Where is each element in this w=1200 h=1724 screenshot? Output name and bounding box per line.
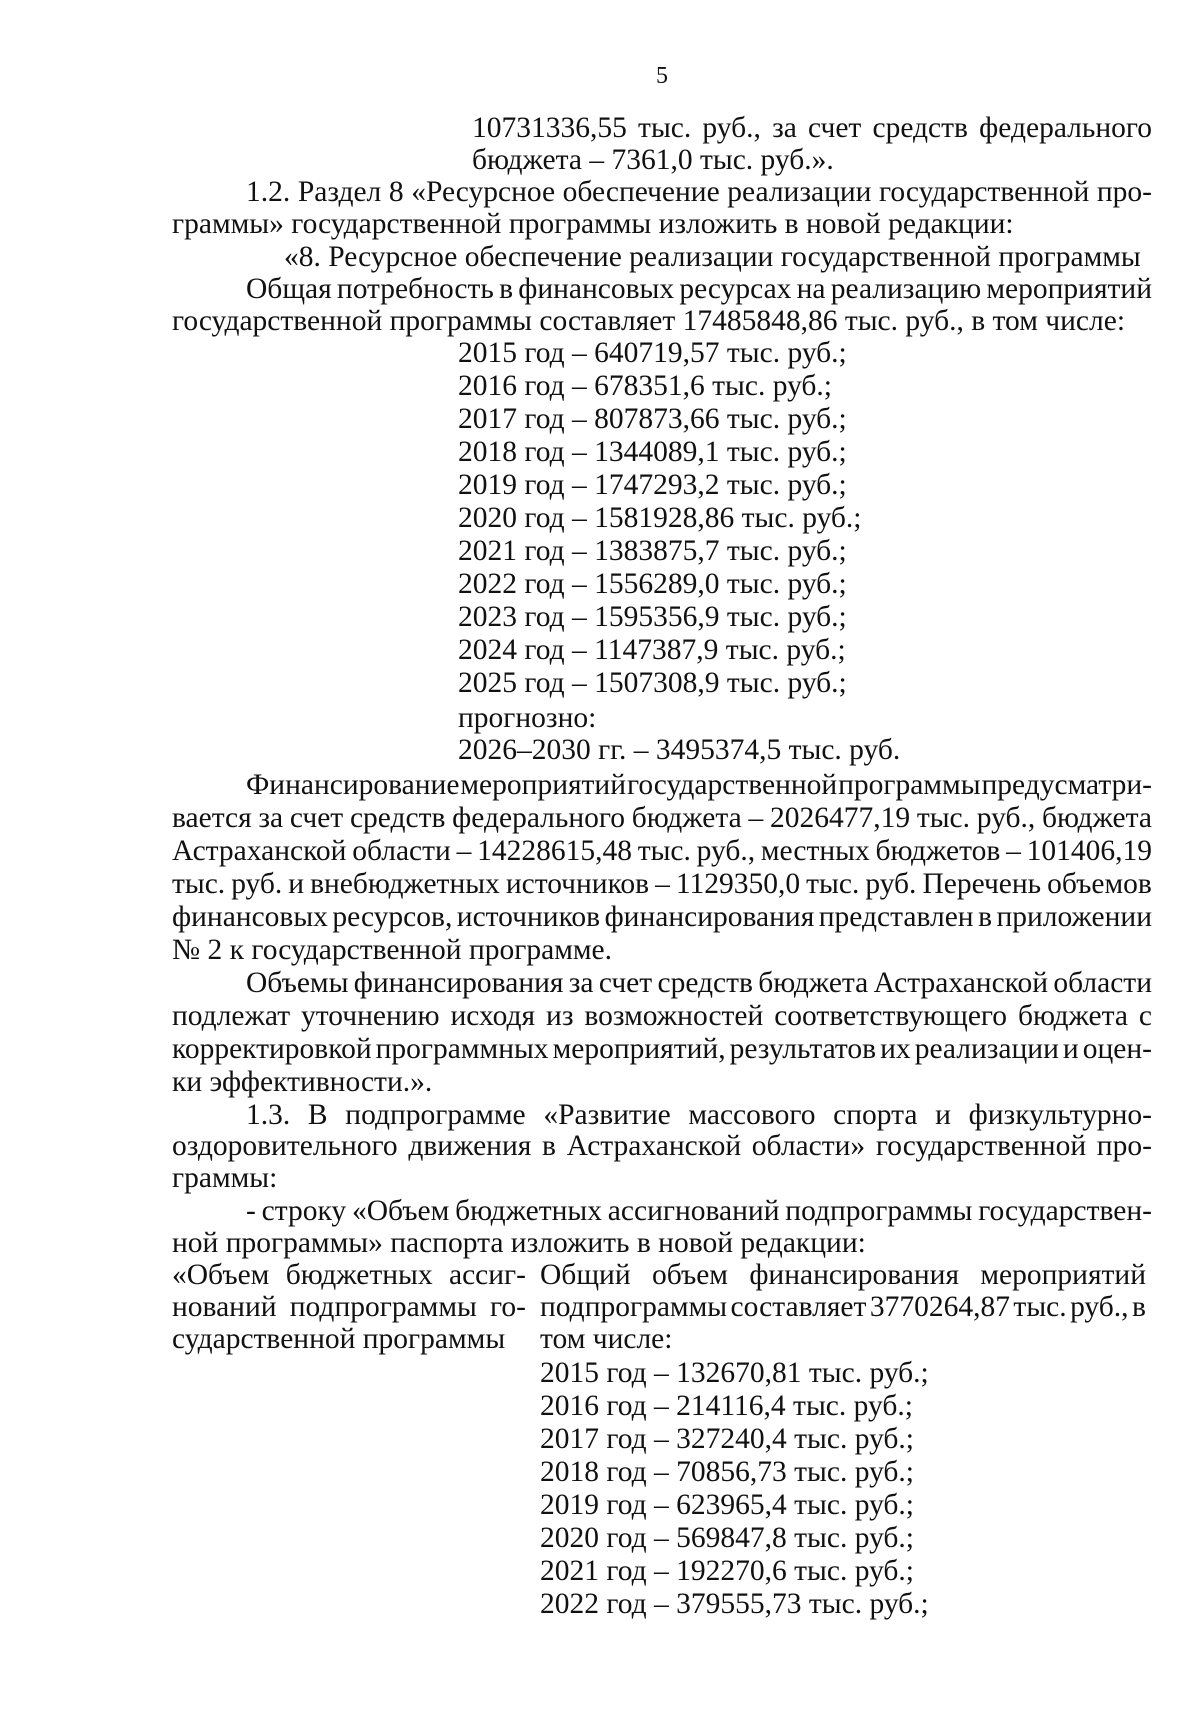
section-1-3-line-1 xyxy=(246,1099,1152,1131)
word: подпрограммы xyxy=(540,1291,728,1323)
word: Раздел xyxy=(297,176,382,208)
word: руб., xyxy=(696,835,756,867)
word: составляет xyxy=(730,1291,867,1323)
word: 8 xyxy=(388,176,404,208)
word: Объемы xyxy=(246,967,349,999)
year-line: 2023 год – 1595356,9 тыс. руб.; xyxy=(458,601,847,633)
word: «Объем xyxy=(351,1195,450,1227)
word: мероприятий xyxy=(980,1259,1146,1291)
word: руб., xyxy=(976,802,1036,834)
word: оздоровительного xyxy=(172,1130,398,1162)
volumes-line-3 xyxy=(172,1033,1152,1065)
word: го- xyxy=(490,1291,526,1323)
word: руб. xyxy=(865,868,917,900)
word: – xyxy=(1006,835,1021,867)
word: результатов xyxy=(729,1033,877,1065)
volumes-line-4: ки эффективности.». xyxy=(172,1066,433,1098)
word: бюджета xyxy=(758,967,869,999)
word: финансовых xyxy=(518,273,675,305)
word: нований xyxy=(172,1291,277,1323)
word: источников xyxy=(505,868,650,900)
word: и xyxy=(1062,1033,1079,1065)
passport-year-line: 2016 год – 214116,4 тыс. руб.; xyxy=(540,1390,913,1422)
passport-left-line-2 xyxy=(172,1291,526,1323)
word: государственной xyxy=(879,176,1090,208)
section-1-3-line-5: ной программы» паспорта изложить в новой редакции: xyxy=(172,1227,866,1259)
word: исходя xyxy=(450,1000,536,1032)
year-line: 2024 год – 1147387,9 тыс. руб.; xyxy=(458,634,846,666)
word: объемов xyxy=(1047,868,1152,900)
word: за xyxy=(568,967,594,999)
word: средств xyxy=(349,802,446,834)
word: федерального xyxy=(979,112,1152,144)
word: ресурсов, xyxy=(332,901,453,933)
word: области xyxy=(1053,967,1152,999)
year-line: 2022 год – 1556289,0 тыс. руб.; xyxy=(458,568,847,600)
word: их xyxy=(880,1033,911,1065)
word: финансирования xyxy=(749,1259,960,1291)
word: строку xyxy=(261,1195,347,1227)
intro-line-2: бюджета – 7361,0 тыс. руб.». xyxy=(472,144,834,176)
word: 1.3. xyxy=(246,1099,291,1131)
financing-line-6: № 2 к государственной программе. xyxy=(172,934,613,966)
word: мероприятий, xyxy=(552,1033,726,1065)
section-1-3-line-4 xyxy=(246,1195,1152,1227)
financing-line-5 xyxy=(172,901,1152,933)
word: подпрограммы xyxy=(785,1195,973,1227)
word: В xyxy=(307,1099,328,1131)
intro-line-1 xyxy=(472,112,1152,144)
passport-left-line-3: сударственной программы xyxy=(172,1323,506,1355)
passport-right-line-2 xyxy=(540,1291,1146,1323)
year-line: 2020 год – 1581928,86 тыс. руб.; xyxy=(458,502,862,534)
passport-year-line: 2017 год – 327240,4 тыс. руб.; xyxy=(540,1423,915,1455)
word: финансирования xyxy=(353,967,564,999)
word: средств xyxy=(872,112,968,144)
word: «Объем xyxy=(172,1259,270,1291)
word: в xyxy=(978,901,993,933)
word: и xyxy=(935,1099,951,1131)
word: подлежат xyxy=(172,1000,291,1032)
passport-year-line: 2015 год – 132670,81 тыс. руб.; xyxy=(540,1357,929,1389)
word: мероприятий xyxy=(460,769,627,801)
word: Астраханской xyxy=(566,1130,742,1162)
word: - xyxy=(246,1195,256,1227)
word: – xyxy=(655,868,670,900)
word: государствен- xyxy=(978,1195,1152,1227)
forecast-label: прогнозно: xyxy=(458,702,597,734)
word: ассиг- xyxy=(448,1259,526,1291)
word: руб., xyxy=(702,112,761,144)
word: государственной xyxy=(626,769,838,801)
section-8-heading: «8. Ресурсное обеспечение реализации государственной программы xyxy=(284,241,1141,273)
word: спорта xyxy=(833,1099,918,1131)
word: области xyxy=(352,835,451,867)
word: вается xyxy=(172,802,252,834)
word: ассигнований xyxy=(607,1195,780,1227)
word: тыс. xyxy=(638,112,692,144)
word: реализации xyxy=(727,176,872,208)
word: 2026477,19 xyxy=(769,802,911,834)
year-line: 2019 год – 1747293,2 тыс. руб.; xyxy=(458,469,847,501)
section-1-2-line-2: граммы» государственной программы изложить в новой редакции: xyxy=(172,208,1014,240)
word: 14228615,48 xyxy=(477,835,632,867)
financing-line-1 xyxy=(246,769,1152,801)
word: бюджета xyxy=(631,802,742,834)
word: Перечень xyxy=(922,868,1042,900)
year-line: 2016 год – 678351,6 тыс. руб.; xyxy=(458,370,833,402)
section-1-2-line-1 xyxy=(246,176,1152,208)
word: 1129350,0 xyxy=(675,868,801,900)
section-1-3-line-3: граммы: xyxy=(172,1162,278,1194)
word: бюджета xyxy=(1041,802,1152,834)
passport-left-line-1 xyxy=(172,1259,526,1291)
word: тыс. xyxy=(806,868,860,900)
word: – xyxy=(748,802,764,834)
passport-year-line: 2021 год – 192270,6 тыс. руб.; xyxy=(540,1555,915,1587)
word: реализацию xyxy=(830,273,982,305)
word: возможностей xyxy=(584,1000,764,1032)
word: Финансирование xyxy=(246,769,460,801)
word: средств xyxy=(657,967,753,999)
financing-line-4 xyxy=(172,868,1152,900)
year-line: 2025 год – 1507308,9 тыс. руб.; xyxy=(458,667,847,699)
financing-line-3 xyxy=(172,835,1152,867)
word: 10731336,55 xyxy=(472,112,627,144)
word: Астраханской xyxy=(172,835,347,867)
word: корректировкой xyxy=(172,1033,372,1065)
word: массового xyxy=(688,1099,816,1131)
word: в xyxy=(499,273,514,305)
word: 101406,19 xyxy=(1026,835,1152,867)
word: на xyxy=(796,273,826,305)
word: бюджетных xyxy=(285,1259,433,1291)
word: с xyxy=(1138,1000,1152,1032)
word: федерального xyxy=(452,802,626,834)
total-need-line-2: государственной программы составляет 17485848,86 тыс. руб., в том числе: xyxy=(172,305,1126,337)
word: руб., xyxy=(1070,1291,1129,1323)
word: счет xyxy=(598,967,653,999)
word: мероприятий xyxy=(986,273,1152,305)
page-number: 5 xyxy=(656,63,668,89)
word: подпрограммы xyxy=(289,1291,477,1323)
word: ресурсах xyxy=(679,273,792,305)
word: Общий xyxy=(540,1259,631,1291)
passport-year-line: 2019 год – 623965,4 тыс. руб.; xyxy=(540,1489,915,1521)
word: тыс. xyxy=(637,835,691,867)
passport-right-line-3: том числе: xyxy=(540,1323,673,1355)
word: про- xyxy=(1096,176,1152,208)
word: реализации xyxy=(914,1033,1059,1065)
year-line: 2017 год – 807873,66 тыс. руб.; xyxy=(458,403,847,435)
word: 1.2. xyxy=(246,176,291,208)
word: тыс. xyxy=(172,868,226,900)
word: финансовых xyxy=(172,901,328,933)
word: обеспечение xyxy=(562,176,720,208)
word: счет xyxy=(807,112,862,144)
word: программных xyxy=(375,1033,549,1065)
word: местных xyxy=(760,835,870,867)
year-line: 2021 год – 1383875,7 тыс. руб.; xyxy=(458,535,847,567)
passport-year-line: 2020 год – 569847,8 тыс. руб.; xyxy=(540,1522,915,1554)
word: 3770264,87 xyxy=(869,1291,1010,1323)
year-line: 2018 год – 1344089,1 тыс. руб.; xyxy=(458,436,847,468)
year-line: 2015 год – 640719,57 тыс. руб.; xyxy=(458,337,847,369)
word: внебюджетных xyxy=(310,868,500,900)
passport-right-line-1 xyxy=(540,1259,1146,1291)
word: финансирования xyxy=(604,901,815,933)
section-1-3-line-2 xyxy=(172,1130,1152,1162)
word: «Развитие xyxy=(543,1099,671,1131)
word: приложении xyxy=(996,901,1152,933)
word: уточнению xyxy=(301,1000,440,1032)
word: объем xyxy=(651,1259,728,1291)
volumes-line-1 xyxy=(246,967,1152,999)
word: Астраханской xyxy=(873,967,1049,999)
volumes-line-2 xyxy=(172,1000,1152,1032)
word: руб. xyxy=(231,868,283,900)
word: бюджета xyxy=(1017,1000,1128,1032)
word: «Ресурсное xyxy=(411,176,556,208)
word: представлен xyxy=(818,901,974,933)
word: источников xyxy=(456,901,601,933)
word: подпрограмме xyxy=(345,1099,526,1131)
word: потребность xyxy=(336,273,494,305)
passport-year-line: 2022 год – 379555,73 тыс. руб.; xyxy=(540,1588,929,1620)
word: тыс. xyxy=(1013,1291,1067,1323)
word: из xyxy=(546,1000,574,1032)
word: государственной xyxy=(875,1130,1087,1162)
forecast-value: 2026–2030 гг. – 3495374,5 тыс. руб. xyxy=(458,734,901,766)
passport-year-line: 2018 год – 70856,73 тыс. руб.; xyxy=(540,1456,915,1488)
word: бюджетов xyxy=(875,835,1001,867)
word: в xyxy=(542,1130,556,1162)
word: про- xyxy=(1096,1130,1152,1162)
word: и xyxy=(288,868,305,900)
word: программы xyxy=(838,769,981,801)
word: оцен- xyxy=(1082,1033,1152,1065)
word: в xyxy=(1132,1291,1146,1323)
word: счет xyxy=(289,802,344,834)
financing-line-2 xyxy=(172,802,1152,834)
word: соответствующего xyxy=(774,1000,1008,1032)
word: за xyxy=(258,802,284,834)
word: области» xyxy=(751,1130,866,1162)
word: Общая xyxy=(246,273,332,305)
total-need-line-1 xyxy=(246,273,1152,305)
word: физкультурно- xyxy=(968,1099,1152,1131)
word: движения xyxy=(408,1130,532,1162)
word: за xyxy=(772,112,797,144)
word: тыс. xyxy=(916,802,971,834)
word: бюджетных xyxy=(455,1195,602,1227)
word: предусматри- xyxy=(981,769,1152,801)
word: – xyxy=(456,835,472,867)
